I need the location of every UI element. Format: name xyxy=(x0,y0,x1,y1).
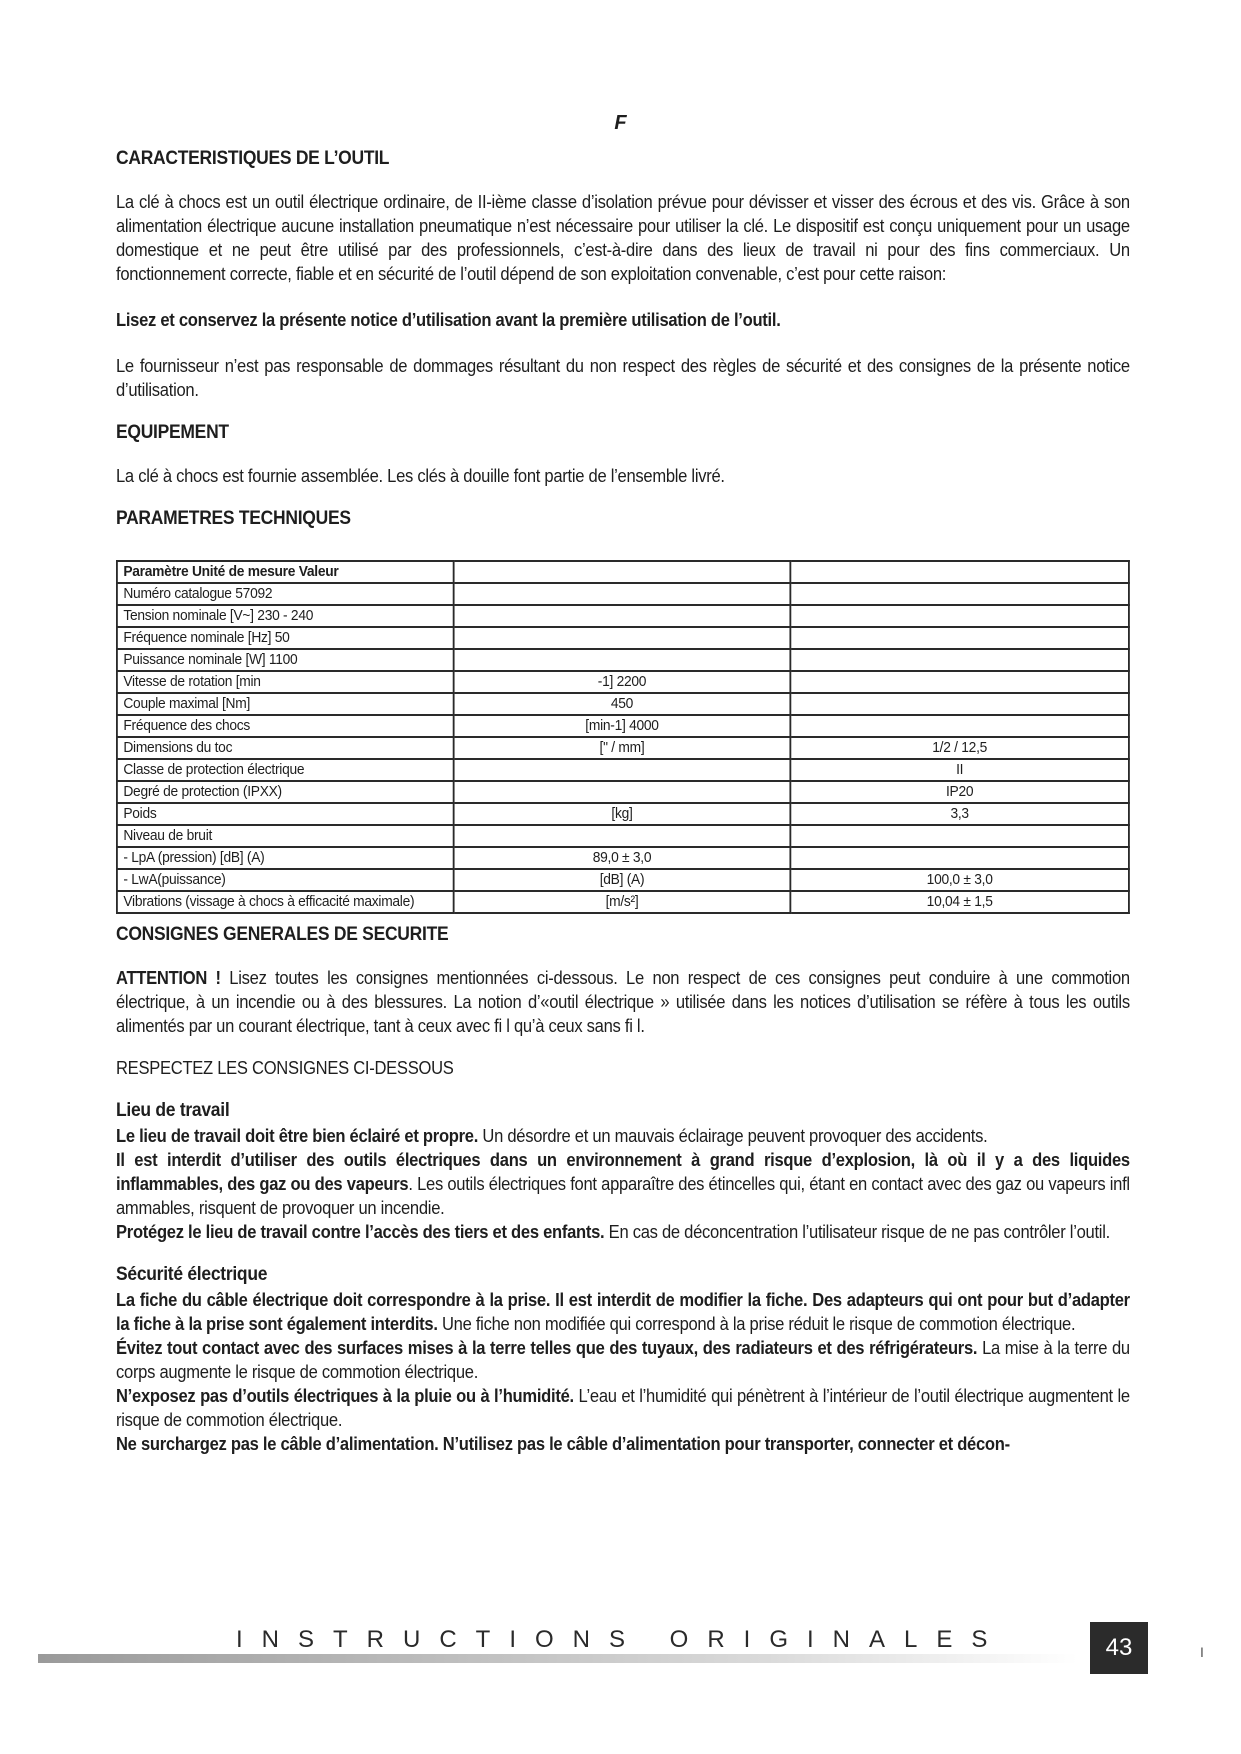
table-cell: -1] 2200 xyxy=(454,671,791,693)
table-cell: 3,3 xyxy=(790,803,1129,825)
safety-rule-lead: N’exposez pas d’outils électriques à la pluie ou à l’humidité. xyxy=(116,1386,574,1406)
safety-rule-lead: Ne surchargez pas le câble d’alimentation. N’utilisez pas le câble d’alimentation pour transporter, connecter et décon- xyxy=(116,1434,1010,1454)
table-cell: Fréquence nominale [Hz] 50 xyxy=(117,627,454,649)
table-cell xyxy=(790,605,1129,627)
safety-rule-lead: La fiche du câble électrique doit correspondre à la prise. Il est interdit de modifier la fiche. Des adapteurs qui ont pour but d’adapter la fiche à la prise sont également interdits. xyxy=(116,1290,1130,1334)
tool-description: La clé à chocs est un outil électrique ordinaire, de II-ième classe d’isolation prévue pour dévisser et visser des écrous et des vis. Grâce à son alimentation électrique aucune installation pneumatique n’est nécessaire pour utiliser la clé. Le dispositif est conçu uniquement pour un usage domestique et ne peut être utilisé par des professionnels, c’est-à-dire dans des lieux de travail ni pour des fins commerciaux. Un fonctionnement correcte, fiable et en sécurité de l’outil dépend de son exploitation convenable, c’est pour cette raison: xyxy=(116,192,1130,284)
table-cell: 10,04 ± 1,5 xyxy=(790,891,1129,913)
table-cell: - LwA(puissance) xyxy=(117,869,454,891)
page-number: 43 xyxy=(1090,1622,1148,1674)
table-cell xyxy=(790,715,1129,737)
safety-rule xyxy=(116,1336,1130,1384)
safety-rule-lead: Protégez le lieu de travail contre l’accès des tiers et des enfants. xyxy=(116,1222,605,1242)
table-cell xyxy=(454,605,791,627)
edge-mark: I xyxy=(1200,1644,1204,1660)
table-cell: Puissance nominale [W] 1100 xyxy=(117,649,454,671)
disclaimer: Le fournisseur n’est pas responsable de dommages résultant du non respect des règles de sécurité et des consignes de la présente notice d’utilisation. xyxy=(116,356,1130,400)
table-cell xyxy=(454,627,791,649)
safety-rule-text: L’eau et l’humidité qui pénètrent à l’intérieur de l’outil électrique augmentent le risque de commotion électrique. xyxy=(116,1386,1130,1430)
table-cell: II xyxy=(790,759,1129,781)
table-row xyxy=(117,693,1129,715)
table-row xyxy=(117,605,1129,627)
table-cell xyxy=(454,759,791,781)
table-cell xyxy=(454,561,791,583)
table-row xyxy=(117,715,1129,737)
table-cell: Couple maximal [Nm] xyxy=(117,693,454,715)
table-cell xyxy=(790,561,1129,583)
table-cell xyxy=(790,825,1129,847)
table-row xyxy=(117,627,1129,649)
safety-rule-text: . Les outils électriques font apparaître des étincelles qui, étant en contact avec des gaz ou vapeurs infl ammables, risquent de provoquer un incendie. xyxy=(116,1174,1130,1218)
table-cell xyxy=(454,649,791,671)
table-cell: 89,0 ± 3,0 xyxy=(454,847,791,869)
safety-rule-text: En cas de déconcentration l’utilisateur risque de ne pas contrôler l’outil. xyxy=(604,1222,1110,1242)
table-row xyxy=(117,825,1129,847)
attention-paragraph xyxy=(116,966,1130,1038)
respect-heading: RESPECTEZ LES CONSIGNES CI-DESSOUS xyxy=(116,1058,454,1078)
table-cell: Vitesse de rotation [min xyxy=(117,671,454,693)
safety-rule xyxy=(116,1148,1130,1220)
table-cell: Tension nominale [V~] 230 - 240 xyxy=(117,605,454,627)
technical-parameters-table xyxy=(116,560,1130,914)
footer-bar xyxy=(38,1654,1078,1663)
document-body xyxy=(116,146,1130,1456)
table-cell: Paramètre Unité de mesure Valeur xyxy=(117,561,454,583)
table-row xyxy=(117,869,1129,891)
table-cell: Niveau de bruit xyxy=(117,825,454,847)
table-cell: [kg] xyxy=(454,803,791,825)
table-row xyxy=(117,737,1129,759)
attention-label: ATTENTION ! xyxy=(116,968,221,988)
table-cell: Dimensions du toc xyxy=(117,737,454,759)
page-letter: F xyxy=(614,112,627,134)
table-cell xyxy=(790,649,1129,671)
safety-rule-lead: Le lieu de travail doit être bien éclairé et propre. xyxy=(116,1126,479,1146)
table-cell: [" / mm] xyxy=(454,737,791,759)
table-header-row xyxy=(117,561,1129,583)
table-cell: - LpA (pression) [dB] (A) xyxy=(117,847,454,869)
safety-rule-lead: Évitez tout contact avec des surfaces mises à la terre telles que des tuyaux, des radiateurs et des réfrigérateurs. xyxy=(116,1338,978,1358)
table-cell xyxy=(454,781,791,803)
safety-rule-text: Une fiche non modifiée qui correspond à la prise réduit le risque de commotion électrique. xyxy=(437,1314,1076,1334)
table-row xyxy=(117,649,1129,671)
table-row xyxy=(117,671,1129,693)
safety-rule xyxy=(116,1432,1130,1456)
table-row xyxy=(117,583,1129,605)
table-cell: Poids xyxy=(117,803,454,825)
table-row xyxy=(117,759,1129,781)
table-cell: IP20 xyxy=(790,781,1129,803)
safety-rule xyxy=(116,1288,1130,1336)
table-cell xyxy=(790,693,1129,715)
safety-rule xyxy=(116,1124,1130,1148)
table-cell xyxy=(790,847,1129,869)
table-cell: Vibrations (vissage à chocs à efficacité maximale) xyxy=(117,891,454,913)
table-cell: 1/2 / 12,5 xyxy=(790,737,1129,759)
footer-label: INSTRUCTIONS ORIGINALES xyxy=(236,1626,1007,1653)
safety-rule xyxy=(116,1220,1130,1244)
equipment-description: La clé à chocs est fournie assemblée. Les clés à douille font partie de l’ensemble livré. xyxy=(116,466,725,486)
section-title-safety: CONSIGNES GENERALES DE SECURITE xyxy=(116,924,449,945)
subsection-title-electrical: Sécurité électrique xyxy=(116,1264,268,1285)
table-row xyxy=(117,847,1129,869)
table-cell: Fréquence des chocs xyxy=(117,715,454,737)
table-cell xyxy=(454,825,791,847)
table-row xyxy=(117,891,1129,913)
subsection-title-workplace: Lieu de travail xyxy=(116,1100,230,1121)
table-cell: Degré de protection (IPXX) xyxy=(117,781,454,803)
section-title-params: PARAMETRES TECHNIQUES xyxy=(116,508,351,529)
section-title-equipment: EQUIPEMENT xyxy=(116,422,229,443)
table-cell: [dB] (A) xyxy=(454,869,791,891)
safety-rule xyxy=(116,1384,1130,1432)
table-row xyxy=(117,781,1129,803)
safety-rule-lead: Il est interdit d’utiliser des outils électriques dans un environnement à grand risque d’explosion, là où il y a des liquides inflammables, des gaz ou des vapeurs xyxy=(116,1150,1130,1194)
safety-rule-text: Un désordre et un mauvais éclairage peuvent provoquer des accidents. xyxy=(478,1126,988,1146)
table-cell: 100,0 ± 3,0 xyxy=(790,869,1129,891)
table-cell: [m/s²] xyxy=(454,891,791,913)
read-notice: Lisez et conservez la présente notice d’utilisation avant la première utilisation de l’outil. xyxy=(116,310,781,330)
table-cell: Numéro catalogue 57092 xyxy=(117,583,454,605)
table-cell xyxy=(790,583,1129,605)
page-footer xyxy=(0,1622,1241,1682)
table-row xyxy=(117,803,1129,825)
table-cell xyxy=(790,627,1129,649)
table-cell xyxy=(454,583,791,605)
table-cell: [min-1] 4000 xyxy=(454,715,791,737)
safety-rule-text: La mise à la terre du corps augmente le risque de commotion électrique. xyxy=(116,1338,1130,1382)
table-cell: Classe de protection électrique xyxy=(117,759,454,781)
attention-text: Lisez toutes les consignes mentionnées ci-dessous. Le non respect de ces consignes peut conduire à une commotion électrique, à un incendie ou à des blessures. La notion d’«outil électrique » utilisée dans les notices d’utilisation se réfère à tous les outils alimentés par un courant électrique, tant à ceux avec fi l qu’à ceux sans fi l. xyxy=(116,968,1130,1036)
table-cell: 450 xyxy=(454,693,791,715)
table-cell xyxy=(790,671,1129,693)
section-title-tool: CARACTERISTIQUES DE L’OUTIL xyxy=(116,148,390,169)
